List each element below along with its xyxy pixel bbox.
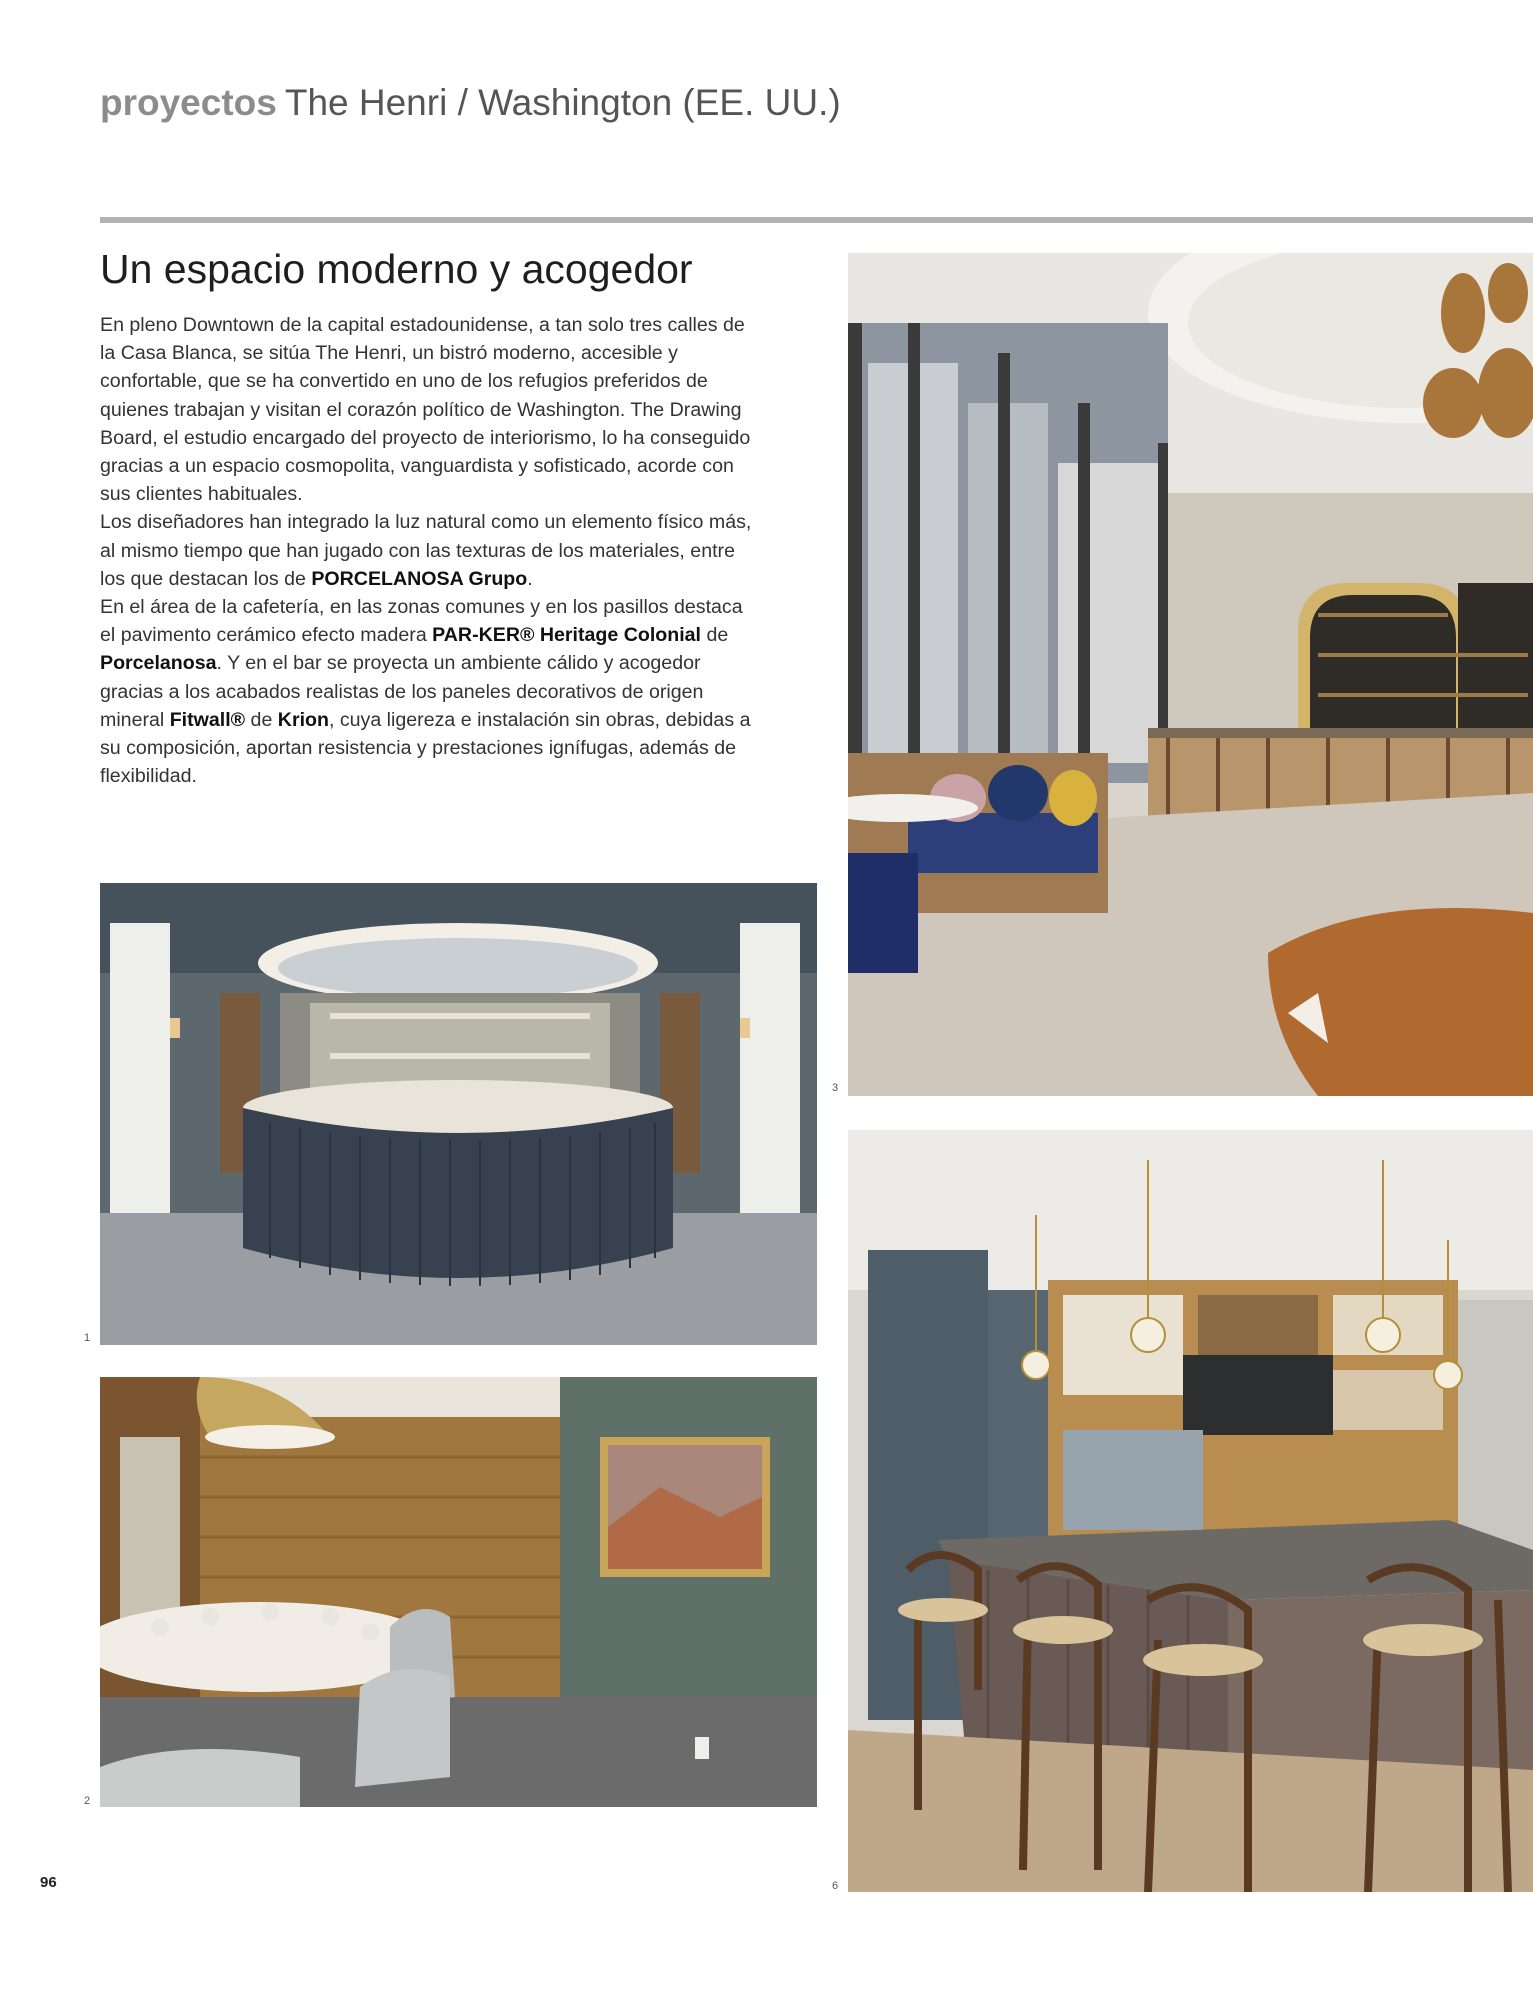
section-label: proyectos <box>100 82 277 123</box>
photo-cafe-windows <box>848 253 1533 1096</box>
photo-circular-counter <box>100 883 817 1345</box>
paragraph-3: En el área de la cafetería, en las zonas comunes y en los pasillos destaca el pavimento cerámico efecto madera PAR-KER® Heritage Colonial de Porcelanosa. Y en el bar se proyecta un ambiente cálido y acogedor gracias a los acabados realistas de los paneles decorativos de origen mineral Fitwall® de Krion, cuya ligereza e instalación sin obras, debidas a su composición, aportan resistencia y prestaciones ignífugas, además de flexibilidad. <box>100 596 751 788</box>
photo-number-6: 6 <box>832 1880 839 1892</box>
page-header <box>100 82 841 124</box>
article-body <box>100 311 760 790</box>
photo-number-2: 2 <box>84 1795 91 1807</box>
paragraph-1: En pleno Downtown de la capital estadounidense, a tan solo tres calles de la Casa Blanca, se sitúa The Henri, un bistró moderno, accesible y confortable, que se ha convertido en uno de los refugios preferidos de quienes trabajan y visitan el corazón político de Washington. The Drawing Board, el estudio encargado del proyecto de interiorismo, lo ha conseguido gracias a un espacio cosmopolita, vanguardista y sofisticado, acorde con sus clientes habituales. <box>100 314 751 506</box>
photo-number-3: 3 <box>832 1082 839 1094</box>
paragraph-2: Los diseñadores han integrado la luz natural como un elemento físico más, al mismo tiempo que han jugado con las texturas de los materiales, entre los que destacan los de PORCELANOSA Grupo. <box>100 511 752 590</box>
photo-private-dining <box>100 1377 817 1807</box>
photo-number-1: 1 <box>84 1332 91 1344</box>
project-title: The Henri / Washington (EE. UU.) <box>284 82 841 123</box>
article-title: Un espacio moderno y acogedor <box>100 246 693 292</box>
page-number: 96 <box>40 1874 57 1891</box>
header-divider <box>100 217 1533 223</box>
photo-bar-stools <box>848 1130 1533 1892</box>
